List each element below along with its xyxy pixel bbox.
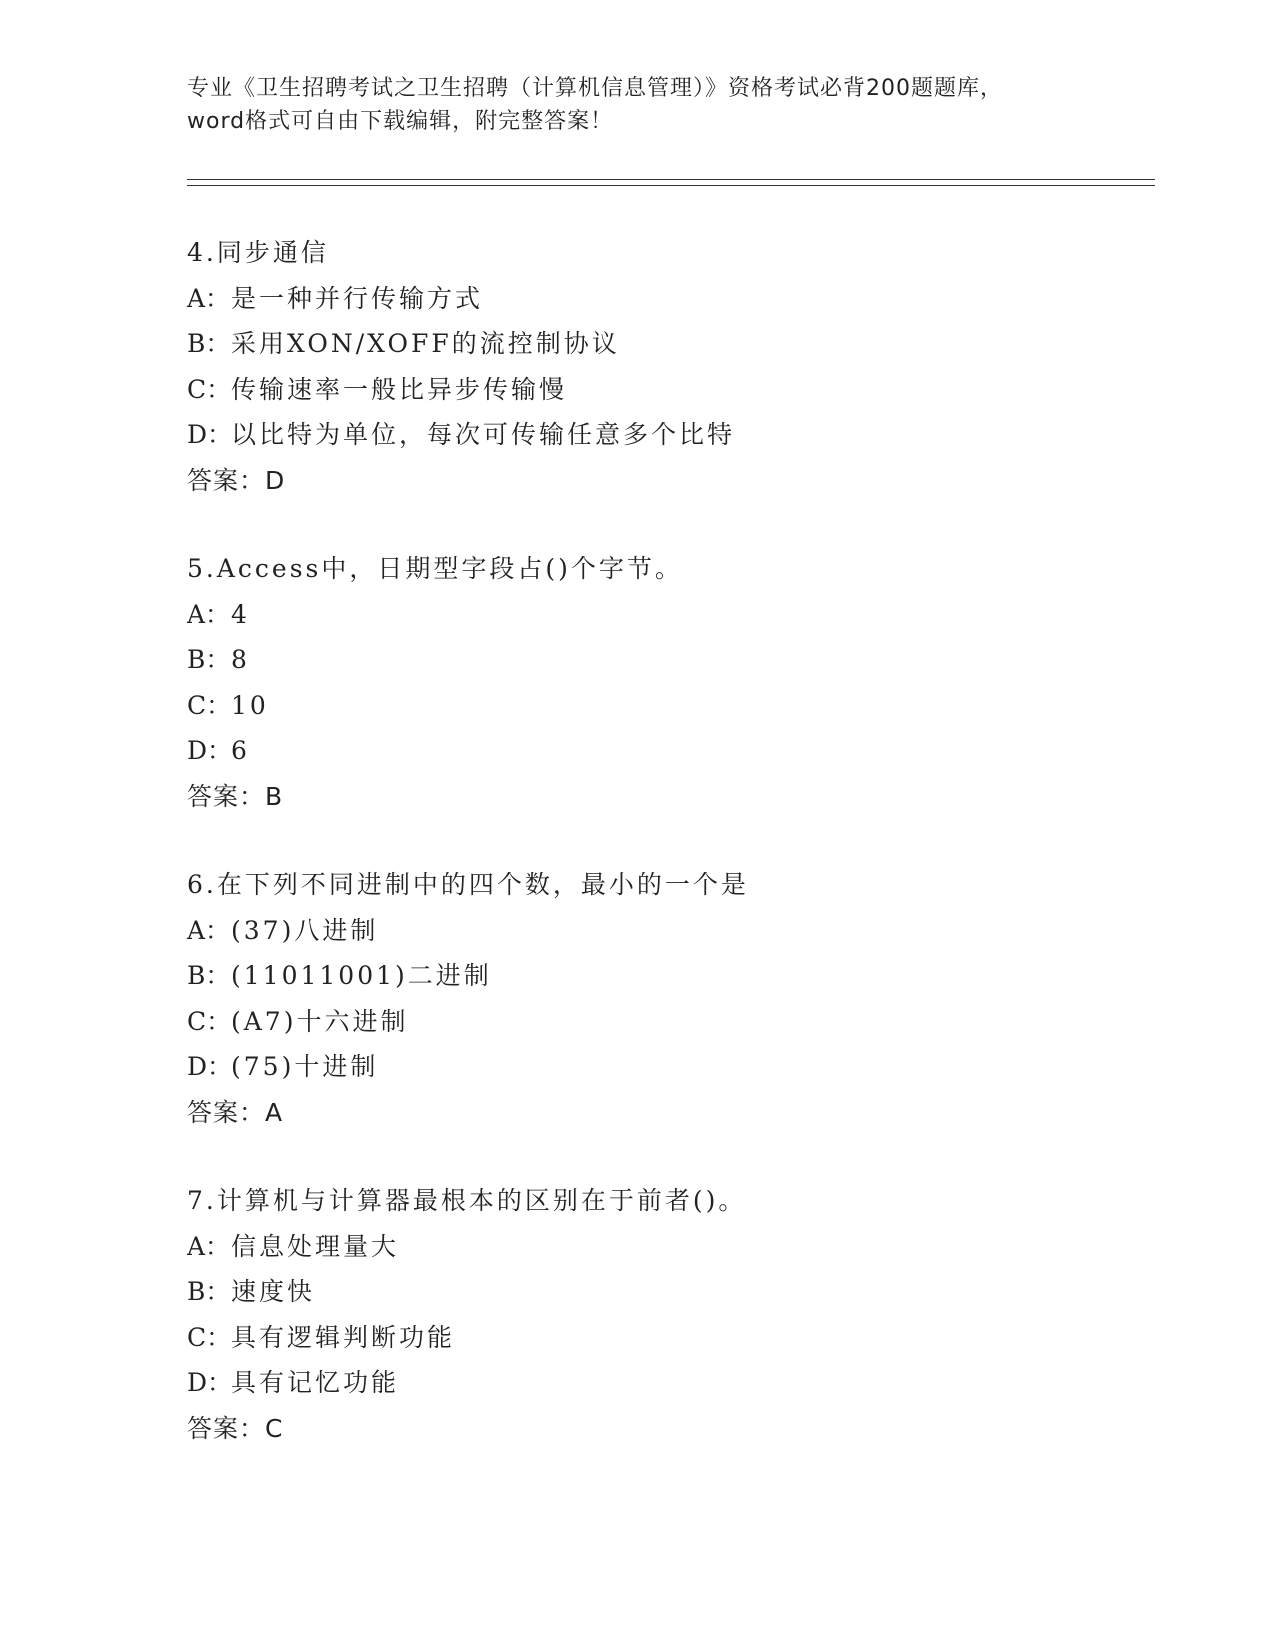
question-block [187,546,1087,819]
answer-line [187,1090,1087,1136]
option-key: A： [187,599,231,629]
option-text: 10 [231,690,269,720]
option-b [187,1269,1087,1315]
header-divider-bottom [187,185,1155,186]
option-key: B： [187,645,231,674]
question-block [187,1178,1087,1451]
answer-value: C [265,1413,284,1443]
answer-label: 答案： [187,465,266,495]
option-a [187,908,1087,954]
option-key: A： [187,283,231,313]
option-key: A： [187,915,231,945]
option-a [187,592,1087,638]
option-text: 8 [231,645,250,674]
option-key: B： [187,329,231,358]
option-a [187,1224,1087,1270]
answer-line [187,458,1087,504]
option-c [187,683,1087,729]
answer-value: A [265,1097,284,1127]
header-divider-top [187,179,1155,180]
option-key: C： [187,1006,232,1036]
option-text: 具有记忆功能 [231,1368,400,1397]
option-text: 速度快 [231,1277,316,1306]
option-d [187,412,1087,458]
document-header [187,72,1087,138]
option-key: D： [187,736,233,765]
option-text: 具有逻辑判断功能 [231,1322,456,1352]
option-c [187,367,1087,413]
header-line-2: word格式可自由下载编辑，附完整答案！ [187,109,614,134]
option-text: (75)十进制 [231,1052,379,1081]
answer-label: 答案： [187,781,266,811]
answer-line [187,774,1087,820]
question-block [187,230,1087,503]
option-key: D： [187,1052,233,1081]
option-text: 6 [231,736,250,765]
option-key: B： [187,961,231,990]
option-a [187,276,1087,322]
option-text: 以比特为单位，每次可传输任意多个比特 [231,420,736,449]
option-text: 4 [231,599,250,629]
question-stem: 6.在下列不同进制中的四个数，最小的一个是 [187,870,749,899]
question-block [187,862,1087,1135]
option-c [187,1315,1087,1361]
option-text: (A7)十六进制 [231,1006,409,1036]
option-text: (37)八进制 [231,915,379,945]
option-key: D： [187,420,233,449]
option-key: C： [187,374,232,404]
option-d [187,728,1087,774]
answer-value: B [265,781,284,811]
question-stem: 4.同步通信 [187,238,329,267]
option-b [187,637,1087,683]
option-text: 是一种并行传输方式 [231,283,484,313]
option-key: D： [187,1368,233,1397]
option-key: C： [187,690,232,720]
question-stem: 7.计算机与计算器最根本的区别在于前者()。 [187,1186,747,1215]
answer-label: 答案： [187,1097,266,1127]
option-b [187,953,1087,999]
option-text: (11011001)二进制 [231,961,492,990]
option-c [187,999,1087,1045]
header-line-1: 专业《卫生招聘考试之卫生招聘（计算机信息管理）》资格考试必背200题题库， [187,76,1003,101]
option-text: 采用XON/XOFF的流控制协议 [231,329,620,358]
option-key: B： [187,1277,231,1306]
option-key: C： [187,1322,232,1352]
option-text: 信息处理量大 [231,1231,400,1261]
answer-line [187,1406,1087,1452]
option-d [187,1360,1087,1406]
option-text: 传输速率一般比异步传输慢 [231,374,568,404]
answer-value: D [265,465,286,495]
option-d [187,1044,1087,1090]
option-b [187,321,1087,367]
option-key: A： [187,1231,231,1261]
question-stem: 5.Access中，日期型字段占()个字节。 [187,554,683,583]
answer-label: 答案： [187,1413,266,1443]
